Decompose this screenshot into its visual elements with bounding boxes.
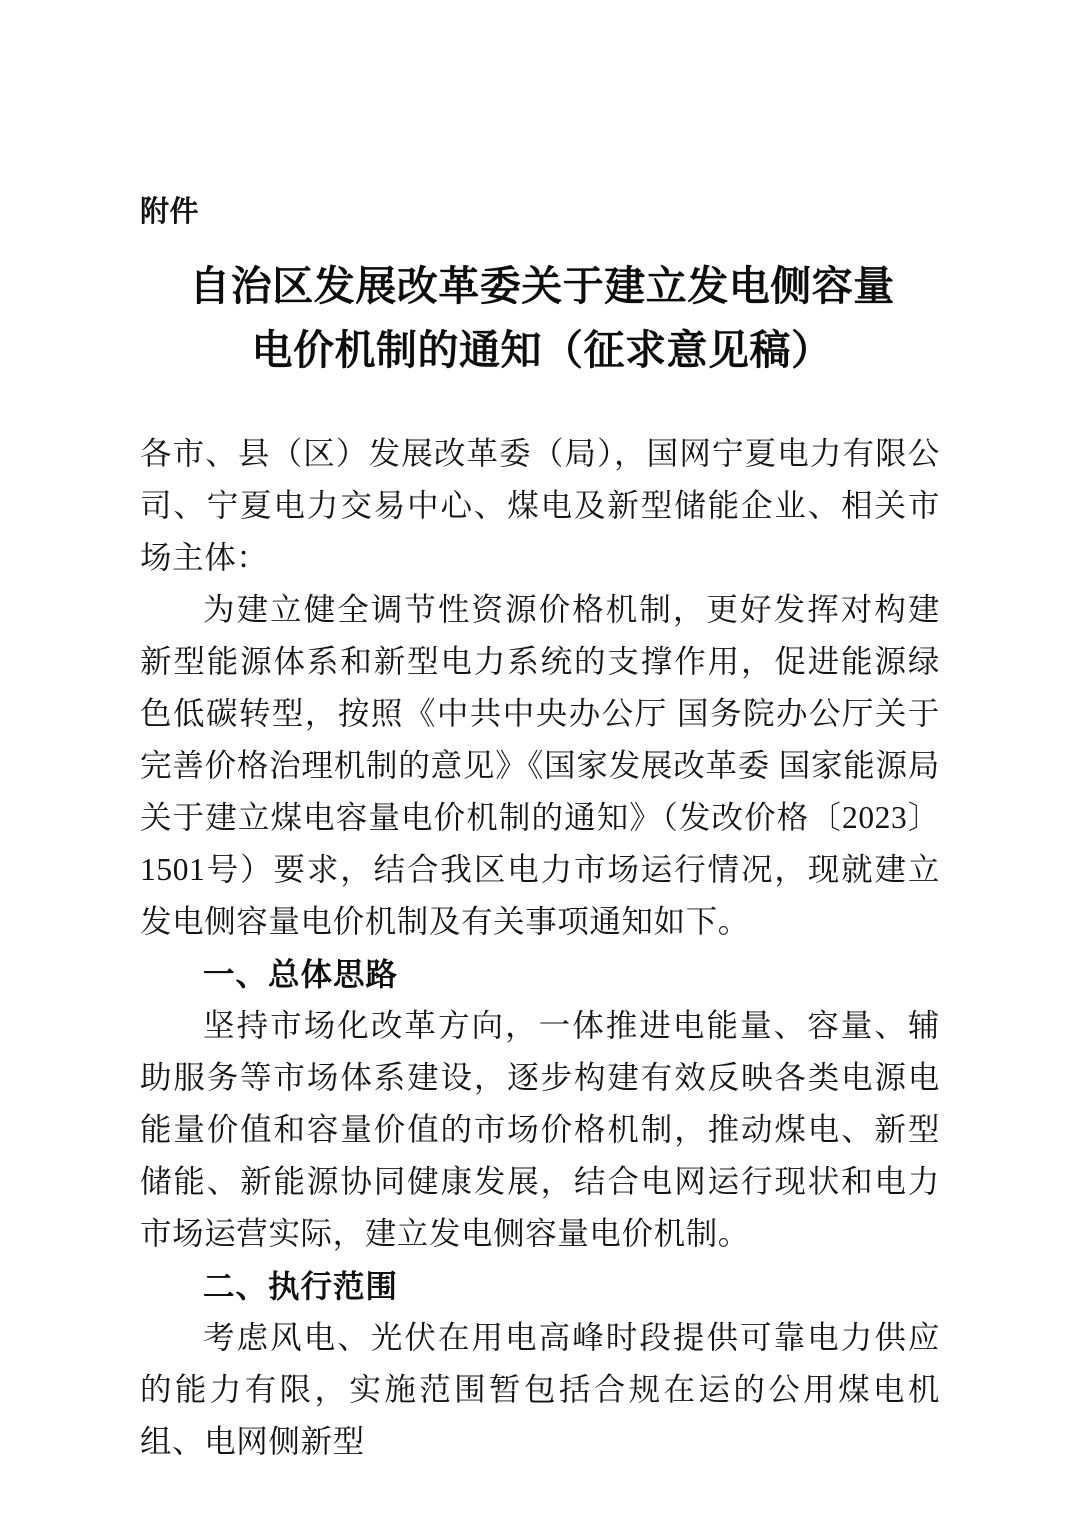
document-title xyxy=(140,232,940,382)
document-content xyxy=(140,0,940,1468)
section-body-1: 坚持市场化改革方向，一体推进电能量、容量、辅助服务等市场体系建设，逐步构建有效反映各类电源电能量价值和容量价值的市场价格机制，推动煤电、新型储能、新能源协同健康发展，结合电网运行现状和电力市场运营实际，建立发电侧容量电价机制。 xyxy=(140,1008,940,1251)
preamble-paragraph: 为建立健全调节性资源价格机制，更好发挥对构建新型能源体系和新型电力系统的支撑作用，促进能源绿色低碳转型，按照《中共中央办公厅 国务院办公厅关于完善价格治理机制的意见》《国家发展改革委 国家能源局关于建立煤电容量电价机制的通知》（发改价格〔2023〕1501号）要求，结合我区电力市场运行情况，现就建立发电侧容量电价机制及有关事项通知如下。 xyxy=(140,592,940,939)
section-heading-2: 二、执行范围 xyxy=(203,1268,399,1304)
document-body xyxy=(140,382,940,1468)
attachment-label: 附件 xyxy=(140,196,200,228)
section-body-2: 考虑风电、光伏在用电高峰时段提供可靠电力供应的能力有限，实施范围暂包括合规在运的公用煤电机组、电网侧新型 xyxy=(140,1320,940,1459)
document-title-line-2: 电价机制的通知（征求意见稿） xyxy=(251,327,833,373)
document-title-line-1: 自治区发展改革委关于建立发电侧容量 xyxy=(189,263,895,309)
section-heading-1: 一、总体思路 xyxy=(203,956,399,992)
addressee-paragraph: 各市、县（区）发展改革委（局），国网宁夏电力有限公司、宁夏电力交易中心、煤电及新型储能企业、相关市场主体： xyxy=(140,436,940,575)
